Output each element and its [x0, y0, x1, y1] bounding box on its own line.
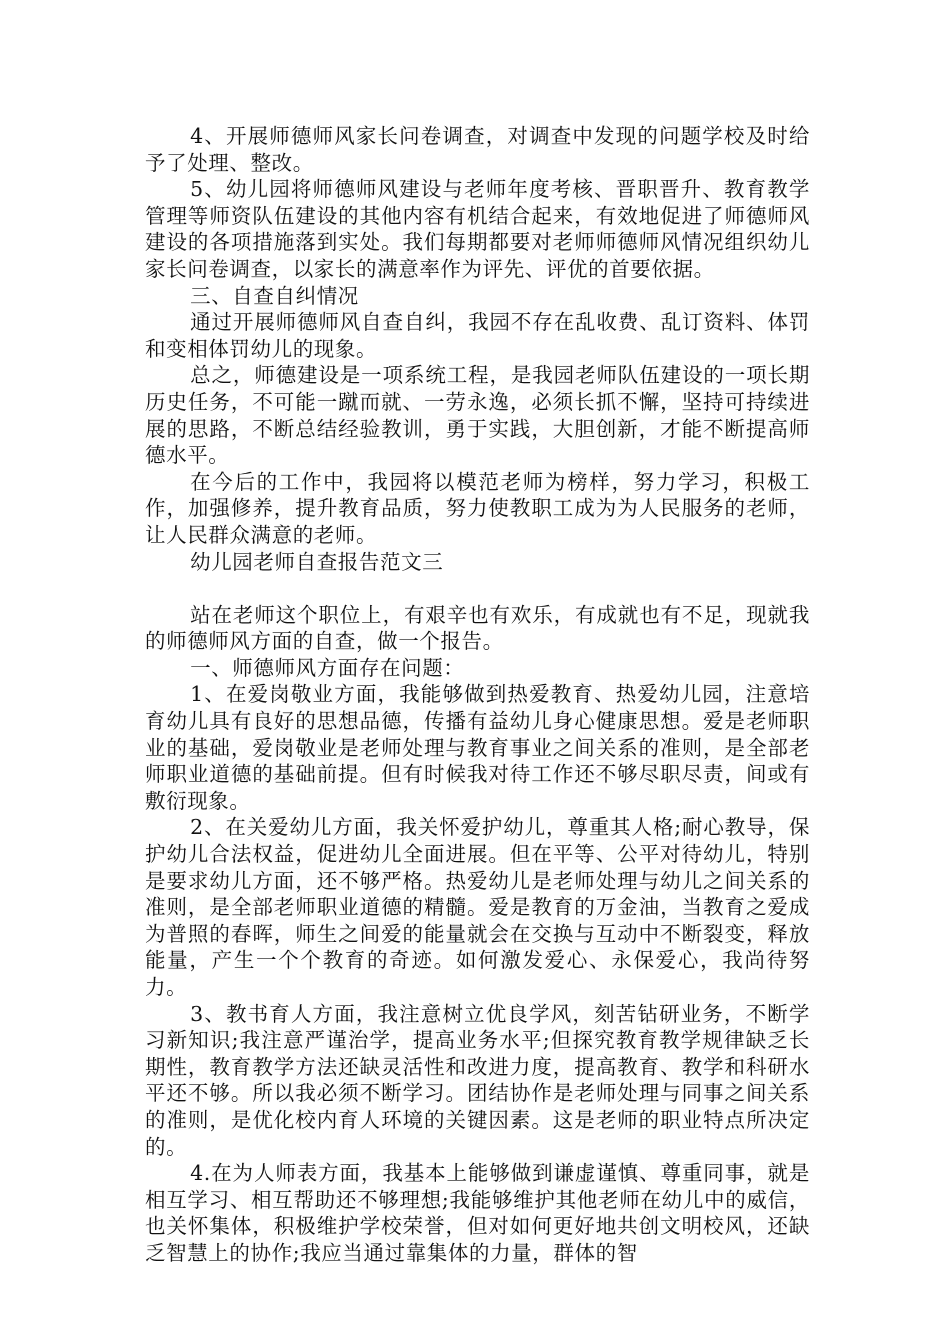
section-heading: 一、师德师风方面存在问题：: [190, 655, 465, 680]
paragraph: 4.在为人师表方面，我基本上能够做到谦虚谨慎、尊重同事，就是相互学习、相互帮助还不够理想;我能够维护其他老师在幼儿中的威信，也关怀集体，积极维护学校荣誉，但对如何更好地共创文明校风，还缺乏智慧上的协作;我应当通过靠集体的力量，群体的智: [145, 1161, 810, 1265]
paragraph: 在今后的工作中，我园将以模范老师为榜样，努力学习，积极工作，加强修养，提升教育品质，努力使教职工成为为人民服务的老师，让人民群众满意的老师。: [145, 469, 810, 547]
paragraph: 3、教书育人方面，我注意树立优良学风，刻苦钻研业务，不断学习新知识;我注意严谨治学，提高业务水平;但探究教育教学规律缺乏长期性，教育教学方法还缺灵活性和改进力度，提高教育、教学和科研水平还不够。所以我必须不断学习。团结协作是老师处理与同事之间关系的准则，是优化校内育人环境的关键因素。这是老师的职业特点所决定的。: [145, 1001, 810, 1159]
paragraph: 4、开展师德师风家长问卷调查，对调查中发现的问题学校及时给予了处理、整改。: [145, 124, 810, 175]
paragraph: 通过开展师德师风自查自纠，我园不存在乱收费、乱订资料、体罚和变相体罚幼儿的现象。: [145, 310, 810, 361]
paragraph: 站在老师这个职位上，有艰辛也有欢乐，有成就也有不足，现就我的师德师风方面的自查，做一个报告。: [145, 602, 810, 654]
paragraph: 总之，师德建设是一项系统工程，是我园老师队伍建设的一项长期历史任务，不可能一蹴而就、一劳永逸，必须长抓不懈，坚持可持续进展的思路，不断总结经验教训，勇于实践，大胆创新，才能不断提高师德水平。: [145, 363, 810, 468]
paragraph: 2、在关爱幼儿方面，我关怀爱护幼儿，尊重其人格;耐心教导，保护幼儿合法权益，促进幼儿全面进展。但在平等、公平对待幼儿，特别是要求幼儿方面，还不够严格。热爱幼儿是老师处理与幼儿之间关系的准则，是全部老师职业道德的精髓。爱是教育的万金油，当教育之爱成为普照的春晖，师生之间爱的能量就会在交换与互动中不断裂变，释放能量，产生一个个教育的奇迹。如何激发爱心、永保爱心，我尚待努力。: [145, 815, 810, 999]
document-body: [145, 123, 810, 1267]
article-title: 幼儿园老师自查报告范文三: [190, 549, 444, 574]
blank-line: [145, 575, 810, 602]
paragraph: 5、幼儿园将师德师风建设与老师年度考核、晋职晋升、教育教学管理等师资队伍建设的其他内容有机结合起来，有效地促进了师德师风建设的各项措施落到实处。我们每期都要对老师师德师风情况组织幼儿家长问卷调查，以家长的满意率作为评先、评优的首要依据。: [145, 177, 810, 281]
paragraph: 1、在爱岗敬业方面，我能够做到热爱教育、热爱幼儿园，注意培育幼儿具有良好的思想品德，传播有益幼儿身心健康思想。爱是老师职业的基础，爱岗敬业是老师处理与教育事业之间关系的准则，是全部老师职业道德的基础前提。但有时候我对待工作还不够尽职尽责，间或有敷衍现象。: [145, 682, 810, 813]
section-heading: 三、自查自纠情况: [190, 283, 359, 308]
